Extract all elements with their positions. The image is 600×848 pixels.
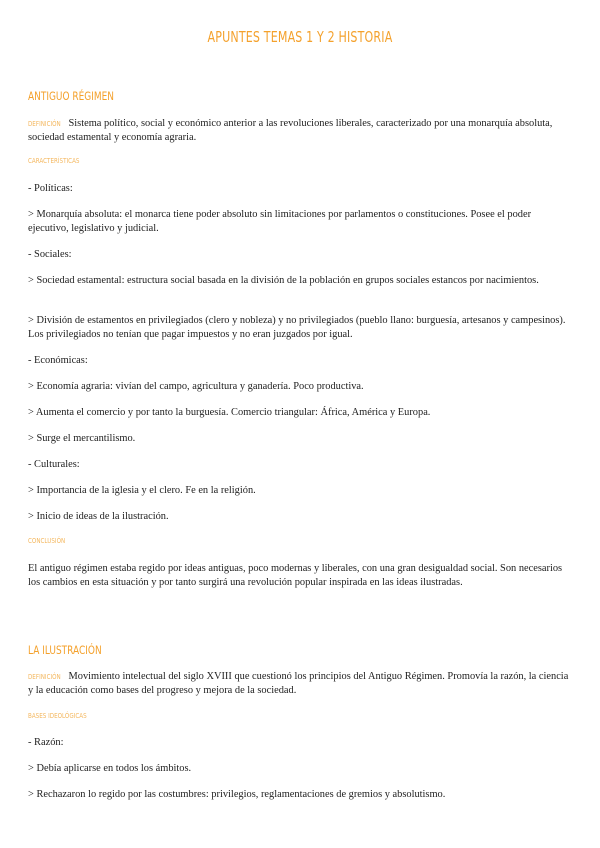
list-item: > Rechazaron lo regido por las costumbres: privilegios, reglamentaciones de gremios y absolutismo. xyxy=(28,789,446,800)
list-item: - Culturales: xyxy=(28,459,80,470)
definition-text: Movimiento intelectual del siglo XVIII que cuestionó los principios del Antiguo Régimen. Promovía la razón, la ciencia y la educación como bases del progreso y mejora de la sociedad. xyxy=(28,671,569,696)
conclusion-text: El antiguo régimen estaba regido por ideas antiguas, poco modernas y liberales, con una gran desigualdad social. Son necesarios los cambios en esta situación y por tanto surgirá una revolución popular inspirada en las ideas ilustradas. xyxy=(28,563,563,588)
list-item: > Debía aplicarse en todos los ámbitos. xyxy=(28,763,192,774)
conclusion-label: CONCLUSIÓN xyxy=(28,537,66,545)
ideological-bases-label: BASES IDEOLÓGICAS xyxy=(28,712,87,720)
section-heading-ilustracion: LA ILUSTRACIÓN xyxy=(28,643,102,657)
definition-label: DEFINICIÓN xyxy=(28,120,61,128)
list-item: > Economía agraria: vivían del campo, agricultura y ganadería. Poco productiva. xyxy=(28,381,364,392)
list-item: > Monarquía absoluta: el monarca tiene poder absoluto sin limitaciones por parlamentos o constituciones. Posee el poder ejecutivo, legislativo y judicial. xyxy=(28,209,532,234)
document-title: APUNTES TEMAS 1 Y 2 HISTORIA xyxy=(207,28,393,46)
list-item: > Surge el mercantilismo. xyxy=(28,433,136,444)
list-item: > Importancia de la iglesia y el clero. Fe en la religión. xyxy=(28,485,256,496)
definition-antiguo-regimen xyxy=(28,117,572,145)
characteristics-label: CARACTERÍSTICAS xyxy=(28,157,80,165)
list-item: - Razón: xyxy=(28,737,64,748)
definition-ilustracion xyxy=(28,670,572,698)
definition-text: Sistema político, social y económico anterior a las revoluciones liberales, caracterizado por una monarquía absoluta, sociedad estamental y economía agraria. xyxy=(28,118,553,143)
list-item: > Aumenta el comercio y por tanto la burguesía. Comercio triangular: África, América y Europa. xyxy=(28,407,431,418)
list-item: - Sociales: xyxy=(28,249,72,260)
definition-label: DEFINICIÓN xyxy=(28,673,61,681)
section-heading-antiguo-regimen: ANTIGUO RÉGIMEN xyxy=(28,89,115,103)
list-item: - Políticas: xyxy=(28,183,73,194)
list-item: - Económicas: xyxy=(28,355,88,366)
list-item: > Inicio de ideas de la ilustración. xyxy=(28,511,169,522)
list-item: > Sociedad estamental: estructura social basada en la división de la población en grupos sociales estancos por nacimientos. xyxy=(28,275,539,286)
list-item: > División de estamentos en privilegiados (clero y nobleza) y no privilegiados (pueblo llano: burguesía, artesanos y campesinos). Los privilegiados no tenían que pagar impuestos y no eran juzgados por igual. xyxy=(28,315,566,340)
